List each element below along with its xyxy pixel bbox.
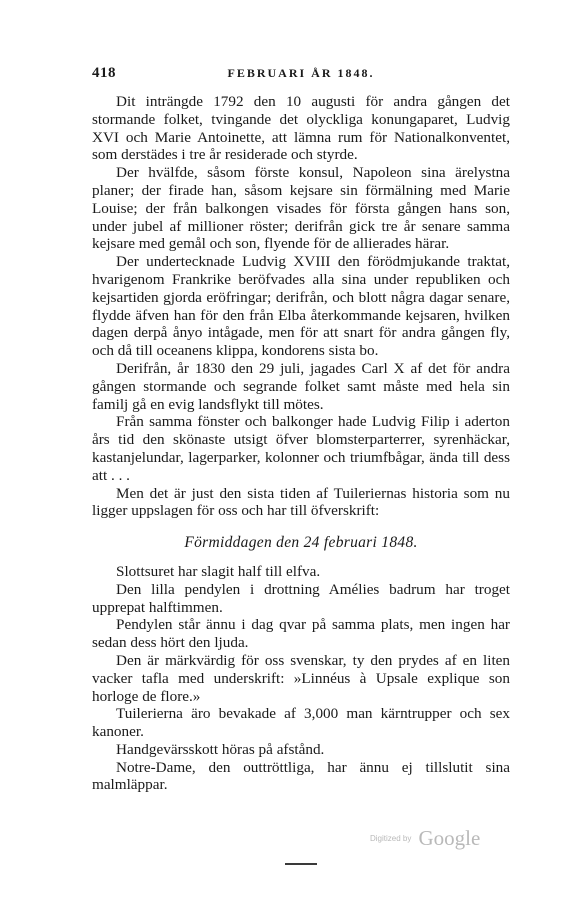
page-number: 418 bbox=[92, 65, 116, 81]
paragraph: Den lilla pendylen i drottning Amélies badrum har troget upprepat halftimmen. bbox=[92, 580, 510, 616]
watermark-prefix: Digitized by bbox=[370, 834, 412, 843]
paragraph: Från samma fönster och balkonger hade Ludvig Filip i aderton års tid den skönaste utsigt öfver blomsterparterrer, syrenhäckar, kastanjelundar, lagerparker, kolonner och triumfbågar, ända till dess att . . . bbox=[92, 413, 510, 484]
body-text bbox=[92, 93, 510, 794]
section-body bbox=[92, 563, 510, 794]
paragraph: Der hvälfde, såsom förste konsul, Napoleon sina ärelystna planer; der firade han, såsom kejsare sin förmälning med Marie Louise; der från balkongen visades för första gången hans son, under jubel af millioner röster; derifrån gick tre år senare samma kejsare med gemål och son, flyende för de allierades härar. bbox=[92, 164, 510, 253]
page-header bbox=[92, 63, 510, 83]
section-heading: Förmiddagen den 24 februari 1848. bbox=[184, 534, 418, 552]
paragraph: Men det är just den sista tiden af Tuileriernas historia som nu ligger uppslagen för oss och har till öfverskrift: bbox=[92, 484, 510, 520]
paragraph: Handgevärsskott höras på afstånd. bbox=[116, 740, 325, 758]
paragraph: Den är märkvärdig för oss svenskar, ty den prydes af en liten vacker tafla med underskrift: »Linnéus à Upsale explique son horloge de flore.» bbox=[92, 651, 510, 705]
paragraph: Dit inträngde 1792 den 10 augusti för andra gången det stormande folket, tvingande det olyckliga konungaparet, Ludvig XVI och Marie Antoinette, att lämna rum för Nationalkonventet, som derstädes i tre år residerade och styrde. bbox=[92, 93, 510, 164]
google-watermark bbox=[370, 826, 500, 856]
paragraph: Slottsuret har slagit half till elfva. bbox=[116, 562, 321, 580]
paragraph: Tuilerierna äro bevakade af 3,000 man kärntrupper och sex kanoner. bbox=[92, 705, 510, 741]
paragraph: Derifrån, år 1830 den 29 juli, jagades Carl X af det för andra gången stormande och segrande folket samt måste med hela sin familj gå en evig landsflykt till mötes. bbox=[92, 359, 510, 413]
paragraph: Pendylen står ännu i dag qvar på samma plats, men ingen har sedan dess hört den ljuda. bbox=[92, 616, 510, 652]
paragraph: Der undertecknade Ludvig XVIII den förödmjukande traktat, hvarigenom Frankrike beröfvades alla sina under republiken och kejsartiden gjorda eröfringar; derifrån, och blott några dagar senare, flydde äfven han för den från Elba återkommande kejsaren, hvilken dagen derpå ånyo intågade, men för att snart för andra gången fly, och då till oceanens klippa, kondorens sista bo. bbox=[92, 253, 510, 360]
running-head: FEBRUARI ÅR 1848. bbox=[227, 66, 375, 80]
google-logo: Google bbox=[418, 826, 481, 850]
bottom-rule bbox=[285, 863, 317, 865]
paragraph: Notre-Dame, den outtröttliga, har ännu ej tillslutit sina malmläppar. bbox=[92, 758, 510, 794]
